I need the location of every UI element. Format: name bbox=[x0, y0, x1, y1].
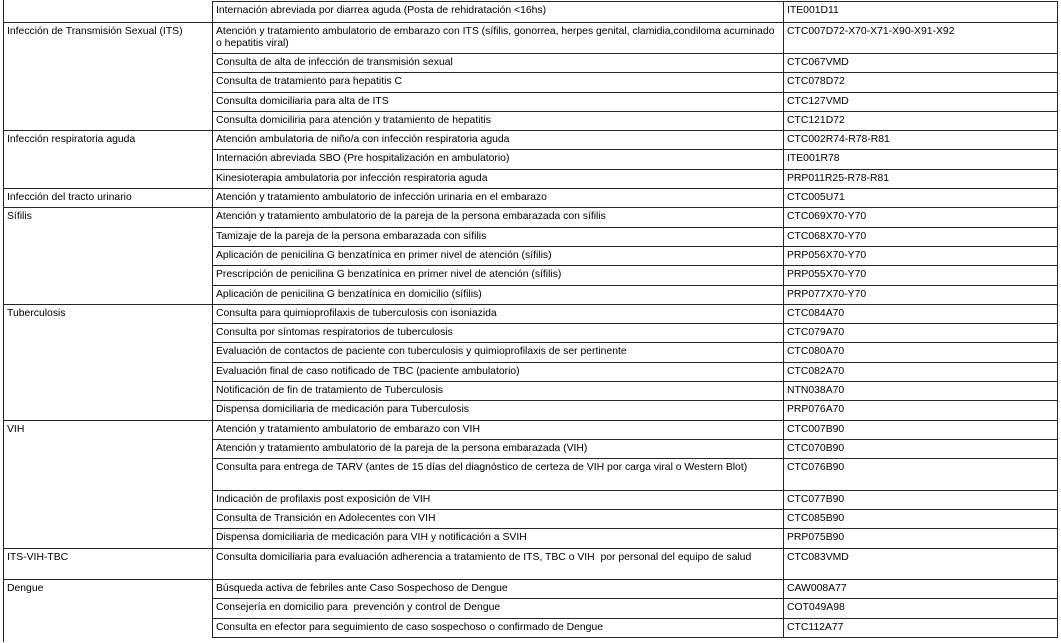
code-cell: CTC078D72 bbox=[784, 73, 1058, 92]
code-cell: CTC005U71 bbox=[784, 189, 1058, 208]
category-cell: VIH bbox=[4, 420, 213, 548]
category-cell: Infección del tracto urinario bbox=[4, 189, 213, 208]
code-cell: CTC082A70 bbox=[784, 362, 1058, 381]
table-left-border-continuation-bottom bbox=[3, 636, 4, 642]
description-cell: Aplicación de penicilina G benzatínica en primer nivel de atención (sífilis) bbox=[213, 246, 784, 265]
description-cell: Consulta en efector para seguimiento de caso sospechoso o confirmado de Dengue bbox=[213, 618, 784, 637]
code-cell: PRP056X70-Y70 bbox=[784, 246, 1058, 265]
code-cell: CTC007B90 bbox=[784, 420, 1058, 439]
code-cell: ITE001D11 bbox=[784, 2, 1058, 23]
description-cell: Evaluación de contactos de paciente con tuberculosis y quimioprofilaxis de ser pertinente bbox=[213, 343, 784, 362]
code-cell: CTC127VMD bbox=[784, 92, 1058, 111]
code-cell: ITE001R78 bbox=[784, 150, 1058, 169]
category-cell: ITS-VIH-TBC bbox=[4, 548, 213, 580]
description-cell: Prescripción de penicilina G benzatínica en primer nivel de atención (sífilis) bbox=[213, 266, 784, 285]
table-row bbox=[4, 208, 1058, 227]
code-cell: CTC069X70-Y70 bbox=[784, 208, 1058, 227]
description-cell: Kinesioterapia ambulatoria por infección respiratoria aguda bbox=[213, 169, 784, 188]
code-cell: CTC079A70 bbox=[784, 324, 1058, 343]
table-row bbox=[4, 22, 1058, 54]
description-cell: Consulta domiciliria para atención y tratamiento de hepatitis bbox=[213, 111, 784, 130]
description-cell: Consulta domiciliaria para evaluación adherencia a tratamiento de ITS, TBC o VIH por personal del equipo de salud bbox=[213, 548, 784, 580]
description-cell: Evaluación final de caso notificado de TBC (paciente ambulatorio) bbox=[213, 362, 784, 381]
document-page bbox=[3, 1, 1058, 638]
code-cell: COT049A98 bbox=[784, 599, 1058, 618]
category-cell: Tuberculosis bbox=[4, 304, 213, 420]
table-row bbox=[4, 189, 1058, 208]
category-cell: Infección de Transmisión Sexual (ITS) bbox=[4, 22, 213, 131]
description-cell: Aplicación de penicilina G benzatínica en domicilio (sífilis) bbox=[213, 285, 784, 304]
code-cell: CAW008A77 bbox=[784, 580, 1058, 599]
category-cell: Sífilis bbox=[4, 208, 213, 304]
code-cell: CTC007D72-X70-X71-X90-X91-X92 bbox=[784, 22, 1058, 54]
description-cell: Tamizaje de la pareja de la persona embarazada con sífilis bbox=[213, 227, 784, 246]
code-cell: PRP075B90 bbox=[784, 529, 1058, 548]
description-cell: Dispensa domiciliaria de medicación para VIH y notificación a SVIH bbox=[213, 529, 784, 548]
description-cell: Atención y tratamiento ambulatorio de la pareja de la persona embarazada con sífilis bbox=[213, 208, 784, 227]
table-row bbox=[4, 548, 1058, 580]
description-cell: Consulta para entrega de TARV (antes de 15 días del diagnóstico de certeza de VIH por carga viral o Western Blot) bbox=[213, 459, 784, 491]
code-cell: CTC085B90 bbox=[784, 510, 1058, 529]
code-cell: PRP055X70-Y70 bbox=[784, 266, 1058, 285]
category-cell: Dengue bbox=[4, 580, 213, 638]
category-cell bbox=[4, 2, 213, 23]
description-cell: Consulta por síntomas respiratorios de tuberculosis bbox=[213, 324, 784, 343]
code-cell: CTC083VMD bbox=[784, 548, 1058, 580]
description-cell: Consejería en domicilio para prevención y control de Dengue bbox=[213, 599, 784, 618]
description-cell: Consulta de Transición en Adolecentes con VIH bbox=[213, 510, 784, 529]
code-cell: CTC002R74-R78-R81 bbox=[784, 131, 1058, 150]
description-cell: Atención y tratamiento ambulatorio de embarazo con VIH bbox=[213, 420, 784, 439]
description-cell: Internación abreviada SBO (Pre hospitalización en ambulatorio) bbox=[213, 150, 784, 169]
description-cell: Consulta de tratamiento para hepatitis C bbox=[213, 73, 784, 92]
code-cell: CTC084A70 bbox=[784, 304, 1058, 323]
code-cell: CTC112A77 bbox=[784, 618, 1058, 637]
code-cell: CTC076B90 bbox=[784, 459, 1058, 491]
description-cell: Internación abreviada por diarrea aguda (Posta de rehidratación <16hs) bbox=[213, 2, 784, 23]
description-cell: Atención y tratamiento ambulatorio de infección urinaria en el embarazo bbox=[213, 189, 784, 208]
description-cell: Dispensa domiciliaria de medicación para Tuberculosis bbox=[213, 401, 784, 420]
code-cell: CTC077B90 bbox=[784, 490, 1058, 509]
description-cell: Atención y tratamiento ambulatorio de embarazo con ITS (sífilis, gonorrea, herpes genital, clamidia,condiloma acuminado o hepatitis viral) bbox=[213, 22, 784, 54]
code-cell: CTC080A70 bbox=[784, 343, 1058, 362]
code-cell: CTC067VMD bbox=[784, 54, 1058, 73]
description-cell: Indicación de profilaxis post exposición de VIH bbox=[213, 490, 784, 509]
description-cell: Notificación de fin de tratamiento de Tuberculosis bbox=[213, 382, 784, 401]
description-cell: Consulta de alta de infección de transmisión sexual bbox=[213, 54, 784, 73]
description-cell: Consulta para quimioprofilaxis de tuberculosis con isoniazida bbox=[213, 304, 784, 323]
category-cell: Infección respiratoria aguda bbox=[4, 131, 213, 189]
description-cell: Búsqueda activa de febriles ante Caso Sospechoso de Dengue bbox=[213, 580, 784, 599]
code-cell: PRP077X70-Y70 bbox=[784, 285, 1058, 304]
code-cell: CTC068X70-Y70 bbox=[784, 227, 1058, 246]
table-row bbox=[4, 131, 1058, 150]
table-row bbox=[4, 580, 1058, 599]
code-cell: CTC070B90 bbox=[784, 439, 1058, 458]
prestaciones-codes-table bbox=[3, 1, 1058, 638]
code-cell: NTN038A70 bbox=[784, 382, 1058, 401]
description-cell: Atención y tratamiento ambulatorio de la pareja de la persona embarazada (VIH) bbox=[213, 439, 784, 458]
code-cell: PRP011R25-R78-R81 bbox=[784, 169, 1058, 188]
code-cell: PRP076A70 bbox=[784, 401, 1058, 420]
code-cell: CTC121D72 bbox=[784, 111, 1058, 130]
description-cell: Consulta domiciliaria para alta de ITS bbox=[213, 92, 784, 111]
table-row bbox=[4, 420, 1058, 439]
table-row bbox=[4, 2, 1058, 23]
description-cell: Atención ambulatoria de niño/a con infección respiratoria aguda bbox=[213, 131, 784, 150]
table-row bbox=[4, 304, 1058, 323]
